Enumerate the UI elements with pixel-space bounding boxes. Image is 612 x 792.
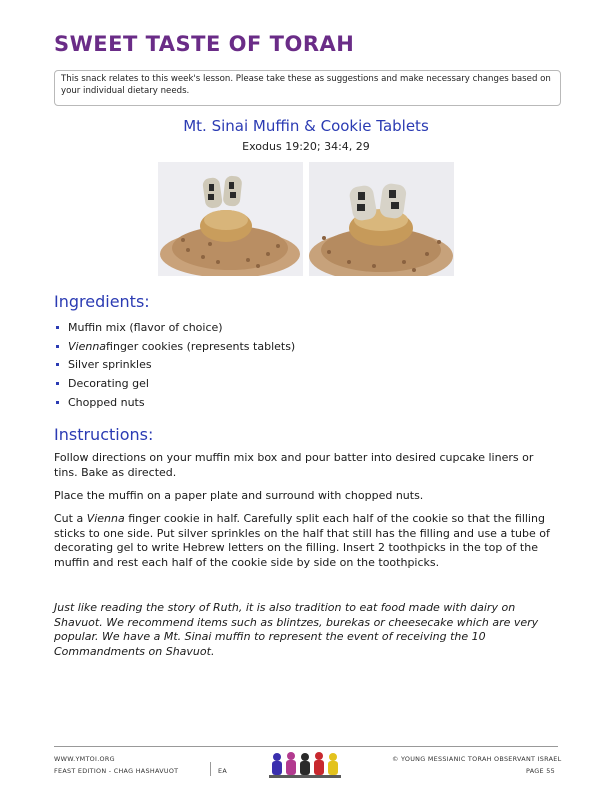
ingredient-text: Decorating gel [68, 377, 149, 391]
ingredient-item [56, 337, 295, 356]
instruction-paragraph-3 [54, 512, 554, 570]
instruction-paragraph-1: Follow directions on your muffin mix box and pour batter into desired cupcake liners or tins. Bake as directed. [54, 451, 534, 479]
recipe-title: Mt. Sinai Muffin & Cookie Tablets [183, 117, 429, 135]
instructions-heading: Instructions: [54, 425, 154, 444]
bullet-icon [56, 401, 59, 404]
page-title: SWEET TASTE OF TORAH [54, 32, 355, 56]
ingredient-text: finger cookies (represents tablets) [106, 339, 296, 353]
scripture-reference: Exodus 19:20; 34:4, 29 [242, 140, 370, 153]
ingredient-text: Muffin mix (flavor of choice) [68, 320, 223, 334]
ingredient-text: Chopped nuts [68, 396, 145, 410]
footer-edition: FEAST EDITION - CHAG HASHAVUOT [54, 767, 179, 775]
lesson-note: This snack relates to this week's lesson. Please take these as suggestions and make necessary changes based on your individual dietary needs. [54, 70, 561, 106]
closing-note: Just like reading the story of Ruth, it is also tradition to eat food made with dairy on Shavuot. We recommend items such as blintzes, burekas or cheesecake which are very popular. We have a Mt. Sinai muffin to represent the event of receiving the 10 Commandments on Shavuot. [54, 601, 539, 658]
footer-website[interactable]: WWW.YMTOI.ORG [54, 755, 115, 763]
footer-divider [54, 746, 558, 747]
footer-page-code: EA [218, 767, 228, 775]
muffin-photo-1 [158, 162, 303, 276]
footer-separator [210, 762, 211, 776]
bullet-icon [56, 345, 59, 348]
ymtoi-logo-icon [269, 751, 345, 785]
ingredient-item [56, 318, 295, 337]
ingredient-item [56, 393, 295, 412]
footer-page-number: PAGE 55 [526, 767, 555, 775]
bullet-icon [56, 382, 59, 385]
ingredient-item [56, 356, 295, 375]
footer-copyright: © YOUNG MESSIANIC TORAH OBSERVANT ISRAEL [392, 755, 562, 763]
muffin-photo-2 [309, 162, 454, 276]
ingredient-text: Silver sprinkles [68, 358, 152, 372]
instruction-p3-end: finger cookie in half. Carefully split each half of the cookie so that the filling sticks to one side. Put silver sprinkles on the half that still has the filling and use a tube of decorating gel to write Hebrew letters on the filling. Insert 2 toothpicks in the top of the muffin and rest each half of the cookie side by side on the toothpicks. [54, 512, 550, 569]
instruction-p3-italic: Vienna [86, 512, 125, 525]
ingredient-item [56, 374, 295, 393]
instruction-paragraph-2: Place the muffin on a paper plate and surround with chopped nuts. [54, 489, 424, 502]
ingredients-list [56, 318, 295, 412]
ingredients-heading: Ingredients: [54, 292, 150, 311]
ingredient-italic: Vienna [68, 339, 107, 353]
bullet-icon [56, 363, 59, 366]
instruction-p3-start: Cut a [54, 512, 87, 525]
bullet-icon [56, 326, 59, 329]
